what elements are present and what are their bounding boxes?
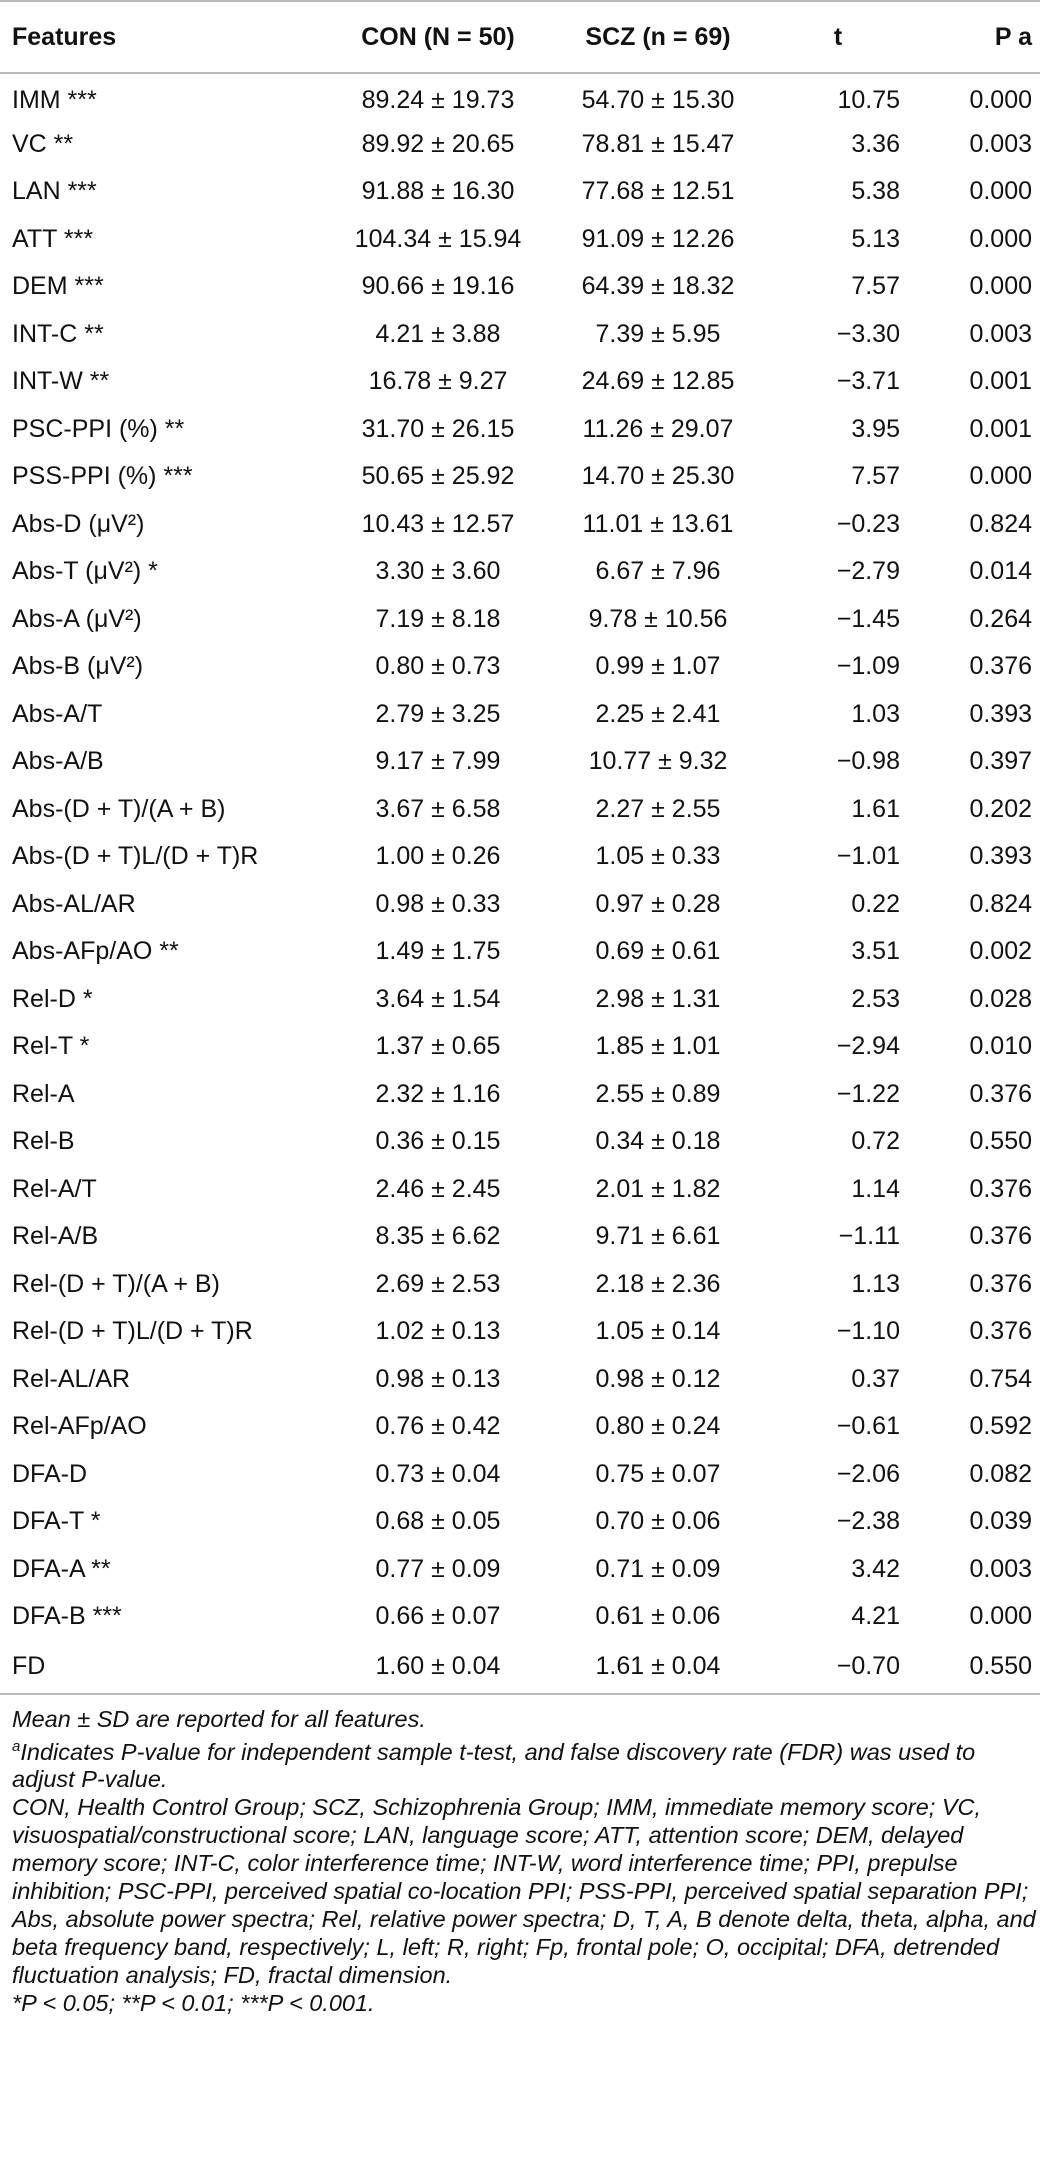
cell-scz: 0.69 ± 0.61	[595, 937, 721, 966]
cell-con: 1.00 ± 0.26	[375, 842, 501, 871]
cell-scz: 0.80 ± 0.24	[595, 1412, 721, 1441]
cell-p: 0.003	[969, 319, 1032, 348]
cell-con: 0.36 ± 0.15	[375, 1127, 501, 1156]
cell-con: 90.66 ± 19.16	[361, 272, 515, 301]
cell-con: 2.32 ± 1.16	[375, 1079, 501, 1108]
cell-p: 0.376	[969, 1079, 1032, 1108]
header-p: P a	[908, 1, 1040, 73]
cell-t: −0.98	[836, 747, 900, 776]
table-row	[0, 1071, 1040, 1119]
cell-scz: 1.05 ± 0.14	[595, 1317, 721, 1346]
cell-scz: 64.39 ± 18.32	[581, 272, 735, 301]
cell-feature: Rel-(D + T)/(A + B)	[12, 1269, 220, 1298]
cell-con: 0.98 ± 0.33	[375, 889, 501, 918]
cell-feature: FD	[0, 1641, 328, 1694]
cell-con: 0.98 ± 0.13	[375, 1364, 501, 1393]
cell-t: −2.06	[836, 1459, 900, 1488]
table-row	[0, 1451, 1040, 1499]
footnote-significance: *P < 0.05; **P < 0.01; ***P < 0.001.	[12, 1990, 375, 2017]
cell-feature: Abs-A/B	[12, 747, 104, 776]
cell-t: −1.09	[836, 652, 900, 681]
cell-t: −2.38	[836, 1507, 900, 1536]
cell-t: 1.03	[851, 699, 900, 728]
cell-con: 1.02 ± 0.13	[375, 1317, 501, 1346]
cell-feature: Abs-B (μV²)	[12, 652, 144, 681]
cell-scz: 1.85 ± 1.01	[595, 1032, 721, 1061]
cell-con: 16.78 ± 9.27	[368, 367, 508, 396]
table-row	[0, 501, 1040, 549]
cell-p: 0.550	[969, 1127, 1032, 1156]
cell-t: 3.42	[851, 1554, 900, 1583]
cell-p: 0.824	[969, 509, 1032, 538]
footnote-pvalue-text: Indicates P-value for independent sample t-test, and false discovery rate (FDR) was used to adjust P-value.	[12, 1738, 976, 1793]
cell-t: −3.71	[836, 367, 900, 396]
table-row	[0, 1118, 1040, 1166]
cell-t: −2.94	[836, 1032, 900, 1061]
cell-con: 89.92 ± 20.65	[361, 129, 515, 158]
table-header	[0, 1, 1040, 73]
cell-con: 8.35 ± 6.62	[375, 1222, 501, 1251]
cell-con: 31.70 ± 26.15	[361, 414, 515, 443]
cell-scz: 78.81 ± 15.47	[581, 129, 735, 158]
cell-scz: 0.97 ± 0.28	[595, 889, 721, 918]
cell-p: 0.376	[969, 1222, 1032, 1251]
cell-feature: DFA-B ***	[12, 1602, 122, 1631]
cell-feature: Rel-AFp/AO	[12, 1412, 147, 1441]
cell-scz: 54.70 ± 15.30	[581, 85, 735, 114]
cell-feature: Rel-B	[12, 1127, 75, 1156]
cell-feature: Abs-T (μV²) *	[12, 557, 158, 586]
table-row	[0, 1641, 1040, 1694]
table-row	[0, 406, 1040, 454]
table-row	[0, 548, 1040, 596]
table-row	[0, 833, 1040, 881]
cell-scz: 0.98 ± 0.12	[595, 1364, 721, 1393]
cell-con: 7.19 ± 8.18	[375, 604, 501, 633]
cell-t: 0.22	[851, 889, 900, 918]
cell-t: −1.10	[836, 1317, 900, 1346]
cell-p: 0.001	[969, 414, 1032, 443]
cell-scz: 2.98 ± 1.31	[595, 984, 721, 1013]
cell-scz: 0.34 ± 0.18	[595, 1127, 721, 1156]
cell-scz: 11.01 ± 13.61	[582, 509, 734, 538]
cell-scz: 6.67 ± 7.96	[595, 557, 721, 586]
cell-p: 0.264	[969, 604, 1032, 633]
cell-con: 3.30 ± 3.60	[375, 557, 501, 586]
cell-scz: 0.70 ± 0.06	[595, 1507, 721, 1536]
cell-feature: DFA-A **	[12, 1554, 111, 1583]
cell-feature: VC **	[12, 129, 74, 158]
cell-t: −1.22	[836, 1079, 900, 1108]
cell-feature: ATT ***	[12, 224, 94, 253]
table-row	[0, 358, 1040, 406]
cell-t: 10.75	[837, 85, 900, 114]
cell-t: −0.23	[836, 509, 900, 538]
header-features: Features	[0, 1, 328, 73]
cell-p: 0.202	[969, 794, 1032, 823]
cell-feature: Abs-(D + T)L/(D + T)R	[12, 842, 259, 871]
cell-p: 0.754	[969, 1364, 1032, 1393]
cell-t: 7.57	[851, 272, 900, 301]
cell-p: 0.039	[969, 1507, 1032, 1536]
cell-t: −1.45	[836, 604, 900, 633]
footnote-mean-sd: Mean ± SD are reported for all features.	[12, 1705, 426, 1732]
table-row	[0, 168, 1040, 216]
cell-t: −3.30	[836, 319, 900, 348]
cell-scz: 11.26 ± 29.07	[582, 414, 734, 443]
cell-scz: 2.27 ± 2.55	[595, 794, 721, 823]
cell-p: 0.003	[969, 1554, 1032, 1583]
cell-feature: LAN ***	[12, 177, 97, 206]
cell-t: 4.21	[851, 1602, 900, 1631]
cell-scz: 10.77 ± 9.32	[588, 747, 728, 776]
table-row	[0, 121, 1040, 169]
cell-p: 0.028	[969, 984, 1032, 1013]
cell-scz: 0.71 ± 0.09	[595, 1554, 721, 1583]
cell-scz: 2.18 ± 2.36	[595, 1269, 721, 1298]
cell-con: 2.69 ± 2.53	[375, 1269, 501, 1298]
table-row	[0, 643, 1040, 691]
cell-feature: PSS-PPI (%) ***	[12, 462, 193, 491]
cell-con: 3.64 ± 1.54	[375, 984, 501, 1013]
cell-t: 0.37	[851, 1364, 900, 1393]
cell-con: 50.65 ± 25.92	[361, 462, 515, 491]
cell-p: 0.376	[969, 1174, 1032, 1203]
cell-con: 1.37 ± 0.65	[375, 1032, 501, 1061]
cell-feature: Rel-T *	[12, 1032, 90, 1061]
table-row	[0, 1546, 1040, 1594]
cell-t: −0.61	[836, 1412, 900, 1441]
cell-con: 3.67 ± 6.58	[375, 794, 501, 823]
cell-feature: DEM ***	[12, 272, 104, 301]
cell-p: 0.000	[969, 85, 1032, 114]
cell-p: 0.592	[969, 1412, 1032, 1441]
table-row	[0, 738, 1040, 786]
cell-t: −1.01	[836, 842, 900, 871]
table-row	[0, 1403, 1040, 1451]
cell-feature: PSC-PPI (%) **	[12, 414, 185, 443]
table-row	[0, 1023, 1040, 1071]
cell-feature: Rel-A/B	[12, 1222, 99, 1251]
cell-t: −1.11	[838, 1222, 900, 1251]
cell-p: 0.393	[969, 699, 1032, 728]
cell-feature: INT-W **	[12, 367, 110, 396]
cell-scz: 9.71 ± 6.61	[595, 1222, 721, 1251]
table-row	[0, 1498, 1040, 1546]
cell-con: 1.60 ± 0.04	[328, 1641, 548, 1694]
cell-con: 10.43 ± 12.57	[361, 509, 515, 538]
cell-feature: Abs-A/T	[12, 699, 103, 728]
cell-p: 0.000	[969, 462, 1032, 491]
cell-t: 2.53	[851, 984, 900, 1013]
cell-scz: 9.78 ± 10.56	[588, 604, 728, 633]
cell-p: 0.014	[969, 557, 1032, 586]
cell-feature: DFA-T *	[12, 1507, 101, 1536]
cell-t: 1.61	[851, 794, 900, 823]
cell-con: 2.46 ± 2.45	[375, 1174, 501, 1203]
cell-p: 0.000	[969, 1602, 1032, 1631]
cell-con: 1.49 ± 1.75	[375, 937, 501, 966]
table-row	[0, 928, 1040, 976]
cell-scz: 1.05 ± 0.33	[595, 842, 721, 871]
cell-con: 2.79 ± 3.25	[375, 699, 501, 728]
cell-p: 0.010	[969, 1032, 1032, 1061]
cell-t: 7.57	[851, 462, 900, 491]
cell-p: 0.000	[969, 272, 1032, 301]
cell-scz: 14.70 ± 25.30	[581, 462, 735, 491]
cell-feature: Abs-AL/AR	[12, 889, 136, 918]
cell-p: 0.082	[969, 1459, 1032, 1488]
table-row	[0, 263, 1040, 311]
cell-scz: 0.75 ± 0.07	[595, 1459, 721, 1488]
cell-p: 0.000	[969, 224, 1032, 253]
cell-p: 0.376	[969, 1317, 1032, 1346]
header-scz: SCZ (n = 69)	[548, 1, 768, 73]
cell-scz: 2.25 ± 2.41	[595, 699, 721, 728]
cell-feature: Abs-AFp/AO **	[12, 937, 179, 966]
cell-scz: 0.99 ± 1.07	[595, 652, 721, 681]
cell-con: 0.80 ± 0.73	[375, 652, 501, 681]
cell-con: 91.88 ± 16.30	[361, 177, 515, 206]
cell-scz: 7.39 ± 5.95	[595, 319, 721, 348]
cell-feature: Abs-A (μV²)	[12, 604, 142, 633]
cell-scz: 0.61 ± 0.06	[595, 1602, 721, 1631]
cell-p: 0.376	[969, 652, 1032, 681]
cell-con: 4.21 ± 3.88	[375, 319, 501, 348]
cell-t: −0.70	[768, 1641, 908, 1694]
cell-feature: IMM ***	[12, 85, 97, 114]
cell-feature: Rel-(D + T)L/(D + T)R	[12, 1317, 253, 1346]
footnote-abbreviations: CON, Health Control Group; SCZ, Schizophrenia Group; IMM, immediate memory score; VC, visuospatial/constructional score; LAN, language score; ATT, attention score; DEM, delayed memory score; INT-C, color interference time; INT-W, word interference time; PPI, prepulse inhibition; PSC-PPI, perceived spatial co-location PPI; PSS-PPI, perceived spatial separation PPI; Abs, absolute power spectra; Rel, relative power spectra; D, T, A, B denote delta, theta, alpha, and beta frequency band, respectively; L, left; R, right; Fp, frontal pole; O, occipital; DFA, detrended fluctuation analysis; FD, fractal dimension.	[12, 1794, 1036, 1989]
cell-feature: Rel-AL/AR	[12, 1364, 131, 1393]
cell-con: 0.73 ± 0.04	[375, 1459, 501, 1488]
cell-t: 1.14	[851, 1174, 900, 1203]
cell-feature: Rel-A/T	[12, 1174, 97, 1203]
table-row	[0, 691, 1040, 739]
cell-t: 3.36	[851, 129, 900, 158]
cell-p: 0.000	[969, 177, 1032, 206]
table-row	[0, 1166, 1040, 1214]
cell-t: −2.79	[836, 557, 900, 586]
header-row	[0, 1, 1040, 73]
table-row	[0, 1213, 1040, 1261]
cell-feature: DFA-D	[12, 1459, 87, 1488]
cell-t: 3.95	[851, 414, 900, 443]
cell-con: 0.68 ± 0.05	[375, 1507, 501, 1536]
cell-p: 0.002	[969, 937, 1032, 966]
cell-con: 89.24 ± 19.73	[361, 85, 515, 114]
cell-feature: Abs-(D + T)/(A + B)	[12, 794, 226, 823]
table-row	[0, 976, 1040, 1024]
table-row	[0, 1356, 1040, 1404]
cell-con: 0.66 ± 0.07	[375, 1602, 501, 1631]
table-row	[0, 1261, 1040, 1309]
cell-feature: Rel-A	[12, 1079, 75, 1108]
footnote-pvalue-marker: a	[12, 1737, 21, 1755]
table-footnotes	[12, 1705, 1042, 2018]
cell-scz: 24.69 ± 12.85	[581, 367, 735, 396]
table-row	[0, 1593, 1040, 1641]
cell-t: 0.72	[851, 1127, 900, 1156]
cell-con: 9.17 ± 7.99	[375, 747, 501, 776]
table-row	[0, 311, 1040, 359]
cell-scz: 2.01 ± 1.82	[595, 1174, 721, 1203]
cell-con: 0.77 ± 0.09	[375, 1554, 501, 1583]
cell-con: 0.76 ± 0.42	[375, 1412, 501, 1441]
table-row	[0, 216, 1040, 264]
table-row	[0, 1308, 1040, 1356]
cell-p: 0.397	[969, 747, 1032, 776]
cell-feature: INT-C **	[12, 319, 104, 348]
table-row	[0, 73, 1040, 121]
cell-scz: 77.68 ± 12.51	[581, 177, 735, 206]
cell-t: 5.13	[851, 224, 900, 253]
table-row	[0, 786, 1040, 834]
cell-p: 0.824	[969, 889, 1032, 918]
cell-con: 104.34 ± 15.94	[354, 224, 522, 253]
cell-p: 0.376	[969, 1269, 1032, 1298]
cell-scz: 2.55 ± 0.89	[595, 1079, 721, 1108]
cell-scz: 91.09 ± 12.26	[581, 224, 735, 253]
cell-t: 1.13	[851, 1269, 900, 1298]
cell-p: 0.003	[969, 129, 1032, 158]
header-t: t	[768, 1, 908, 73]
table-row	[0, 453, 1040, 501]
cell-t: 3.51	[851, 937, 900, 966]
header-con: CON (N = 50)	[328, 1, 548, 73]
cell-p: 0.550	[908, 1641, 1040, 1694]
cell-scz: 1.61 ± 0.04	[548, 1641, 768, 1694]
cell-t: 5.38	[851, 177, 900, 206]
footnote-pvalue	[12, 1733, 1042, 1794]
cell-p: 0.001	[969, 367, 1032, 396]
table-row	[0, 596, 1040, 644]
table-body	[0, 73, 1040, 1694]
table-row	[0, 881, 1040, 929]
cell-feature: Abs-D (μV²)	[12, 509, 145, 538]
cell-feature: Rel-D *	[12, 984, 93, 1013]
cell-p: 0.393	[969, 842, 1032, 871]
